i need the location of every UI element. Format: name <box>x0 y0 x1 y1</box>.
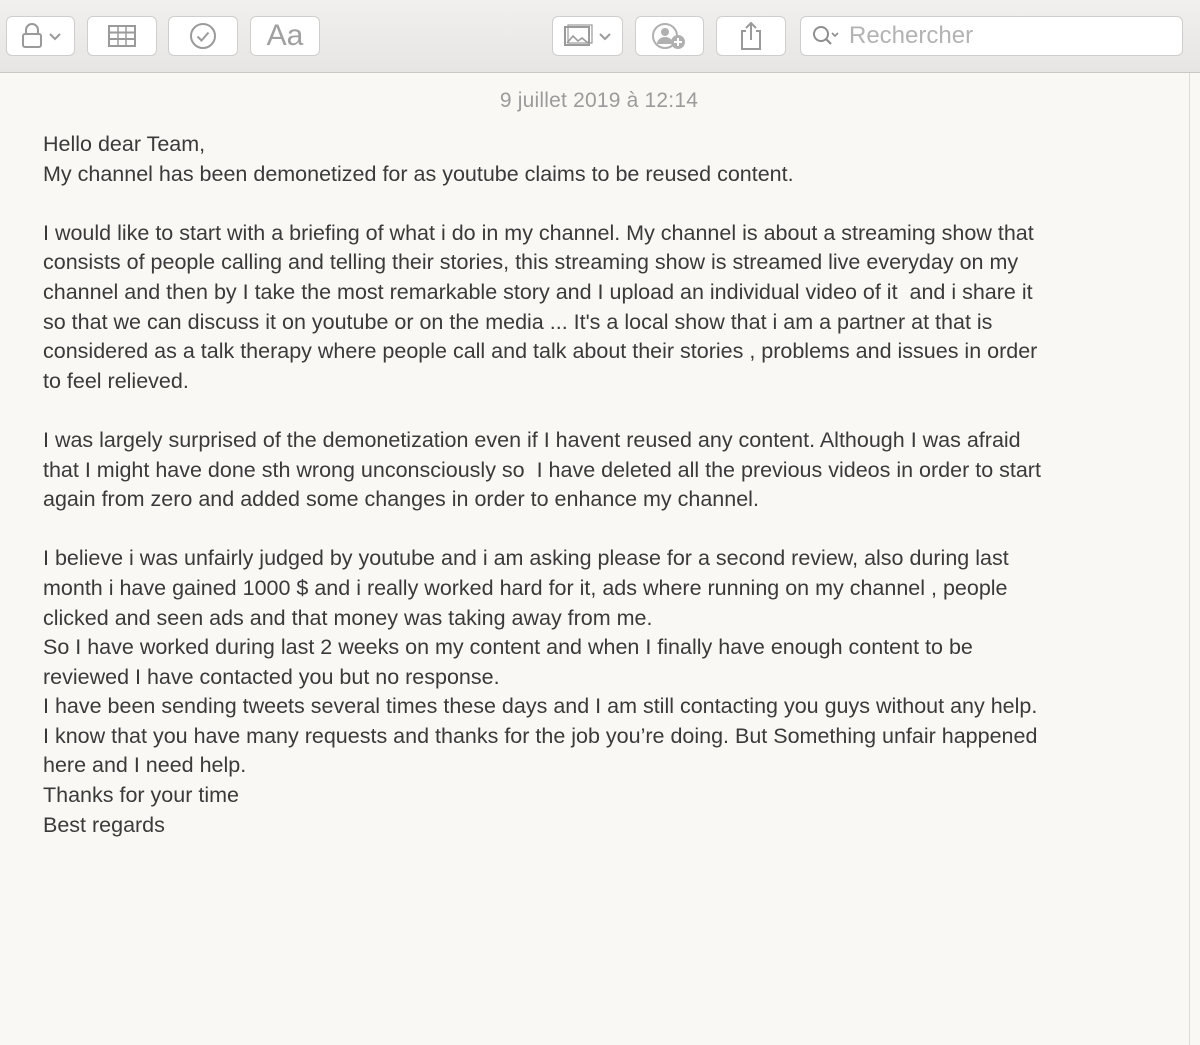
note-line: I would like to start with a briefing of what i do in my channel. My channel is about a streaming show that <box>43 220 1034 245</box>
note-line <box>43 515 1168 545</box>
format-label: Aa <box>266 19 304 52</box>
note-line: Best regards <box>43 812 165 837</box>
lock-icon <box>19 23 63 49</box>
table-icon <box>108 25 136 47</box>
lock-button[interactable] <box>6 16 75 56</box>
note-line: so that we can discuss it on youtube or on the media ... It's a local show that i am a partner at that is <box>43 309 993 334</box>
media-button[interactable] <box>552 16 623 56</box>
note-line: channel and then by I take the most remarkable story and I upload an individual video of it and i share it <box>43 279 1033 304</box>
note-line: reviewed I have contacted you but no response. <box>43 664 500 689</box>
note-line: I have been sending tweets several times these days and I am still contacting you guys without any help. <box>43 694 1038 719</box>
add-people-button[interactable] <box>635 16 704 56</box>
note-body[interactable] <box>43 130 1168 840</box>
note-content[interactable] <box>0 73 1190 1045</box>
toolbar <box>0 0 1200 73</box>
note-line: that I might have done sth wrong unconsciously so I have deleted all the previous videos in order to start <box>43 457 1041 482</box>
note-line: I believe i was unfairly judged by youtube and i am asking please for a second review, also during last <box>43 546 1009 571</box>
format-button[interactable] <box>250 16 320 56</box>
note-line: So I have worked during last 2 weeks on my content and when I finally have enough content to be <box>43 635 973 660</box>
search-icon <box>811 24 841 48</box>
note-line: I know that you have many requests and thanks for the job you’re doing. But Something unfair happened <box>43 723 1038 748</box>
note-line: My channel has been demonetized for as youtube claims to be reused content. <box>43 161 794 186</box>
share-button[interactable] <box>716 16 786 56</box>
note-line: here and I need help. <box>43 753 247 778</box>
note-line: Thanks for your time <box>43 783 239 808</box>
share-icon <box>738 21 764 51</box>
note-line: month i have gained 1000 $ and i really worked hard for it, ads where running on my channel , people <box>43 575 1008 600</box>
note-line: again from zero and added some changes in order to enhance my channel. <box>43 487 759 512</box>
note-date: 9 juillet 2019 à 12:14 <box>499 89 699 112</box>
note-line <box>43 396 1168 426</box>
note-line: considered as a talk therapy where people call and talk about their stories , problems and issues in order <box>43 339 1038 364</box>
add-person-icon <box>650 21 690 51</box>
table-button[interactable] <box>87 16 157 56</box>
note-line: Hello dear Team, <box>43 132 206 156</box>
check-circle-icon <box>189 22 217 50</box>
checklist-button[interactable] <box>168 16 238 56</box>
note-line: clicked and seen ads and that money was taking away from me. <box>43 605 653 630</box>
note-line: to feel relieved. <box>43 368 189 393</box>
search-field[interactable] <box>800 16 1183 56</box>
search-input[interactable] <box>847 21 1171 51</box>
note-line: consists of people calling and telling their stories, this streaming show is streamed live everyday on my <box>43 250 1019 275</box>
scrollbar-track[interactable] <box>1189 73 1200 1045</box>
note-line: I was largely surprised of the demonetization even if I havent reused any content. Although I was afraid <box>43 427 1021 452</box>
note-line <box>43 189 1168 219</box>
photo-icon <box>563 23 613 49</box>
